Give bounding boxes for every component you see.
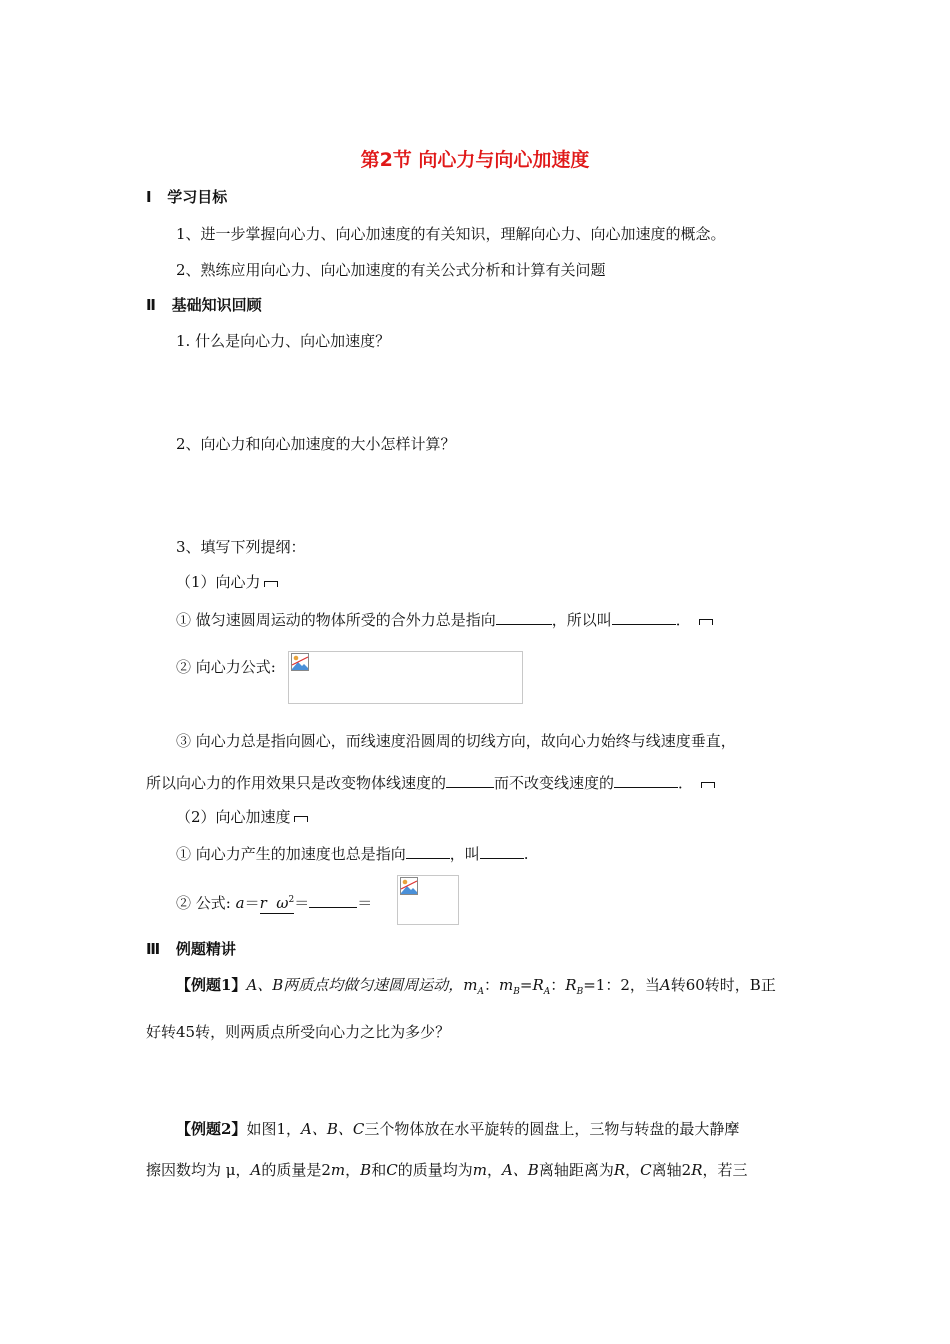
formula-image-placeholder: [397, 875, 459, 925]
section-number: Ⅲ: [146, 940, 161, 958]
outline-item-2b: ② 公式: a＝r $\omega^2=$ ＝: [176, 890, 372, 914]
section-number: Ⅱ: [146, 296, 156, 314]
section-1-heading: [146, 187, 227, 207]
example-1-line-1: 【例题1】A、B两质点均做匀速圆周运动，$m_A$：$m_B=R_A$：$R_B=1$：2，当A转60转时，B正: [176, 976, 776, 997]
outline-centripetal-acceleration: （2）向心加速度: [176, 807, 308, 827]
review-question-3: 3、填写下列提纲：: [176, 538, 306, 556]
outline-item-1b: ② 向心力公式:: [176, 658, 276, 676]
section-number: Ⅰ: [146, 188, 152, 206]
return-mark-icon: [699, 619, 713, 625]
fill-blank[interactable]: [614, 772, 678, 788]
outline-item-1c-continued: 所以向心力的作用效果只是改变物体线速度的 而不改变线速度的 ．: [146, 772, 715, 793]
broken-image-icon: [291, 653, 309, 671]
section-title: 例题精讲: [175, 940, 236, 958]
section-title: 学习目标: [167, 188, 228, 206]
example-1-line-2: 好转45转，则两质点所受向心力之比为多少？: [146, 1023, 451, 1041]
outline-item-1c: ③ 向心力总是指向圆心，而线速度沿圆周的切线方向，故向心力始终与线速度垂直，: [176, 732, 736, 750]
fill-blank[interactable]: [480, 843, 524, 859]
section-3-heading: [146, 939, 236, 959]
section-title: 基础知识回顾: [171, 296, 262, 314]
return-mark-icon: [264, 581, 278, 587]
formula-underlined: r $\omega^2$: [260, 890, 295, 914]
goal-item: 1、进一步掌握向心力、向心加速度的有关知识，理解向心力、向心加速度的概念。: [176, 225, 726, 243]
review-question-1: 1. 什么是向心力、向心加速度？: [176, 332, 391, 350]
example-2-line-2: 擦因数均为 μ，A的质量是2m，B和C的质量均为m，A、B离轴距离为R，C离轴2R，若三: [146, 1161, 748, 1179]
page-title: 第2节 向心力与向心加速度: [360, 149, 590, 171]
example-2-line-1: 【例题2】如图1，A、B、C三个物体放在水平旋转的圆盘上，三物与转盘的最大静摩: [176, 1120, 740, 1138]
fill-blank[interactable]: [496, 609, 552, 625]
return-mark-icon: [701, 782, 715, 788]
goal-item: 2、熟练应用向心力、向心加速度的有关公式分析和计算有关问题: [176, 261, 606, 279]
outline-item-1a: ① 做匀速圆周运动的物体所受的合外力总是指向 ，所以叫 ．: [176, 609, 713, 630]
outline-item-2a: ① 向心力产生的加速度也总是指向 ，叫 .: [176, 845, 529, 863]
section-2-heading: [146, 295, 262, 315]
broken-image-icon: [400, 877, 418, 895]
return-mark-icon: [294, 816, 308, 822]
outline-centripetal-force: （1）向心力: [176, 572, 278, 592]
fill-blank[interactable]: [309, 892, 357, 908]
fill-blank[interactable]: [446, 772, 494, 788]
formula-image-placeholder: [288, 651, 523, 704]
fill-blank[interactable]: [406, 843, 450, 859]
review-question-2: 2、向心力和向心加速度的大小怎样计算？: [176, 435, 456, 453]
fill-blank[interactable]: [612, 609, 676, 625]
